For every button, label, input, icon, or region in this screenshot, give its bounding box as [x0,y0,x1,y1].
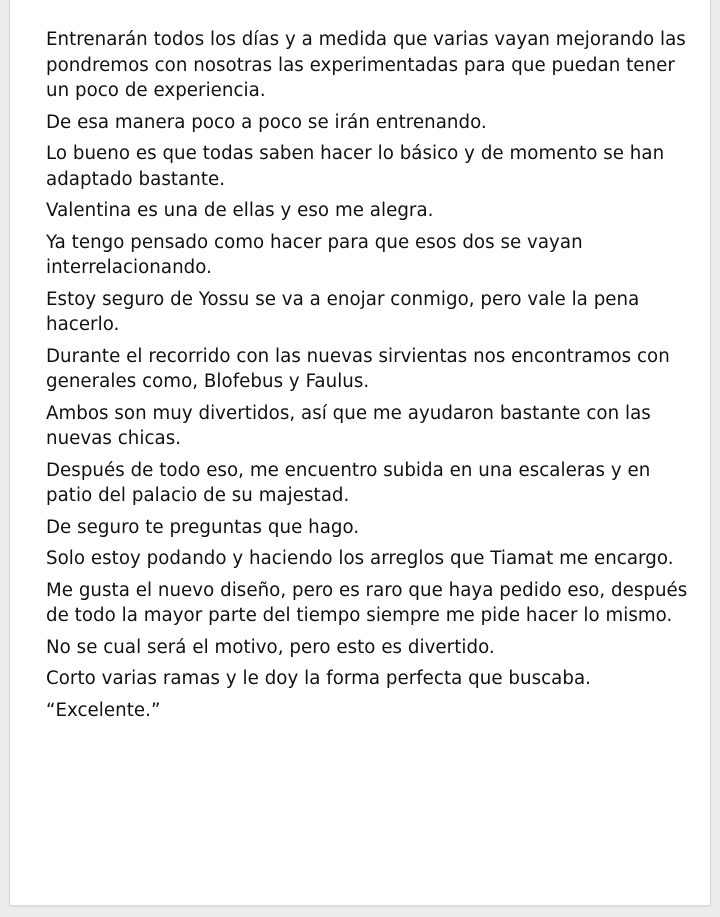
paragraph: De seguro te preguntas que hago. [46,516,360,538]
paragraph: Entrenarán todos los días y a medida que varias vayan mejorando las pondremos con nosotras las experimentadas para que puedan tener un poco de experiencia. [46,29,686,101]
paragraph: No se cual será el motivo, pero esto es divertido. [46,636,495,658]
paragraph: “Excelente.” [46,699,161,721]
paragraph: Ambos son muy divertidos, así que me ayudaron bastante con las nuevas chicas. [46,402,651,449]
paragraph: Valentina es una de ellas y eso me alegra. [46,200,434,221]
paragraph: Después de todo eso, me encuentro subida en una escaleras y en patio del palacio de su majestad. [46,459,651,506]
paragraph: Me gusta el nuevo diseño, pero es raro que haya pedido eso, después de todo la mayor parte del tiempo siempre me pide hacer lo mismo. [46,579,688,626]
document-page [10,0,710,905]
paragraph: Estoy seguro de Yossu se va a enojar conmigo, pero vale la pena hacerlo. [46,288,640,335]
paragraph: Solo estoy podando y haciendo los arreglos que Tiamat me encargo. [46,548,674,569]
paragraph: Durante el recorrido con las nuevas sirvientas nos encontramos con generales como, Blofebus y Faulus. [46,345,670,392]
paragraph: Corto varias ramas y le doy la forma perfecta que buscaba. [46,668,591,689]
paragraph: Lo bueno es que todas saben hacer lo básico y de momento se han adaptado bastante. [46,143,665,190]
paragraph: De esa manera poco a poco se irán entrenando. [46,111,487,133]
document-body [46,27,692,729]
paragraph: Ya tengo pensado como hacer para que esos dos se vayan interrelacionando. [46,231,583,278]
